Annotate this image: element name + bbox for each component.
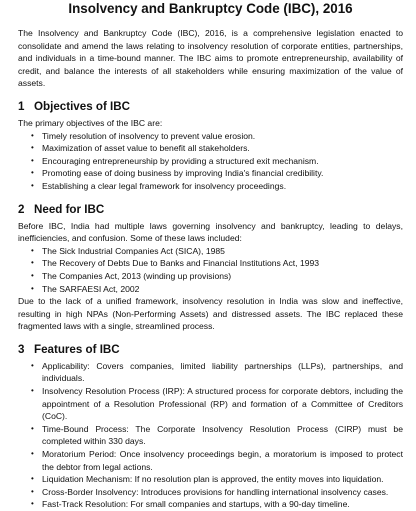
list-item: • Establishing a clear legal framework for insolvency proceedings.	[42, 180, 403, 193]
features-list	[18, 360, 403, 511]
section-title: Need for IBC	[34, 202, 105, 216]
list-item: • The SARFAESI Act, 2002	[42, 283, 403, 296]
list-item: • Applicability: Covers companies, limited liability partnerships (LLPs), partnerships, and individuals.	[42, 360, 403, 385]
list-item: • Cross-Border Insolvency: Introduces provisions for handling international insolvency cases.	[42, 486, 403, 499]
section-title: Objectives of IBC	[34, 99, 130, 113]
list-item: • Promoting ease of doing business by improving India's financial credibility.	[42, 167, 403, 180]
document-title: Insolvency and Bankruptcy Code (IBC), 2016	[68, 1, 353, 16]
list-item: • Insolvency Resolution Process (IRP): A structured process for corporate debtors, including the appointment of a Resolution Professional (RP) and formation of a Committee of Creditors (CoC).	[42, 385, 403, 423]
section-heading	[18, 203, 403, 217]
list-item: • Encouraging entrepreneurship by providing a structured exit mechanism.	[42, 155, 403, 168]
section-title: Features of IBC	[34, 342, 120, 356]
list-item: • Maximization of asset value to benefit all stakeholders.	[42, 142, 403, 155]
section-heading	[18, 100, 403, 114]
section-heading	[18, 343, 403, 357]
section-number: 3	[18, 342, 25, 356]
section-lead: The primary objectives of the IBC are:	[18, 117, 163, 128]
section-number: 2	[18, 202, 25, 216]
intro-paragraph: The Insolvency and Bankruptcy Code (IBC), 2016, is a comprehensive legislation enacted to consolidate and amend the laws relating to insolvency resolution of corporate entities, partnerships, and individuals in a time-bound manner. The IBC aims to promote entrepreneurship, availability of credit, and balance the interests of all stakeholders while ensuring maximization of the value of assets.	[18, 28, 403, 89]
list-item: • The Sick Industrial Companies Act (SICA), 1985	[42, 245, 403, 258]
list-item: • The Recovery of Debts Due to Banks and Financial Institutions Act, 1993	[42, 257, 403, 270]
list-item: • Time-Bound Process: The Corporate Insolvency Resolution Process (CIRP) must be completed within 330 days.	[42, 423, 403, 448]
list-item: • Liquidation Mechanism: If no resolution plan is approved, the entity moves into liquidation.	[42, 473, 403, 486]
objectives-list	[18, 130, 403, 193]
list-item: • Timely resolution of insolvency to prevent value erosion.	[42, 130, 403, 143]
list-item: • Moratorium Period: Once insolvency proceedings begin, a moratorium is imposed to protect the debtor from legal actions.	[42, 448, 403, 473]
list-item: • The Companies Act, 2013 (winding up provisions)	[42, 270, 403, 283]
section-lead: Before IBC, India had multiple laws governing insolvency and bankruptcy, leading to delays, inefficiencies, and confusion. Some of these laws included:	[18, 220, 403, 244]
section-closing: Due to the lack of a unified framework, insolvency resolution in India was slow and ineffective, resulting in high NPAs (Non-Performing Assets) and distressed assets. The IBC replaced these fragmented laws with a single, streamlined process.	[18, 296, 403, 332]
laws-list	[18, 245, 403, 295]
list-item: • Fast-Track Resolution: For small companies and startups, with a 90-day timeline.	[42, 498, 403, 511]
section-number: 1	[18, 99, 25, 113]
